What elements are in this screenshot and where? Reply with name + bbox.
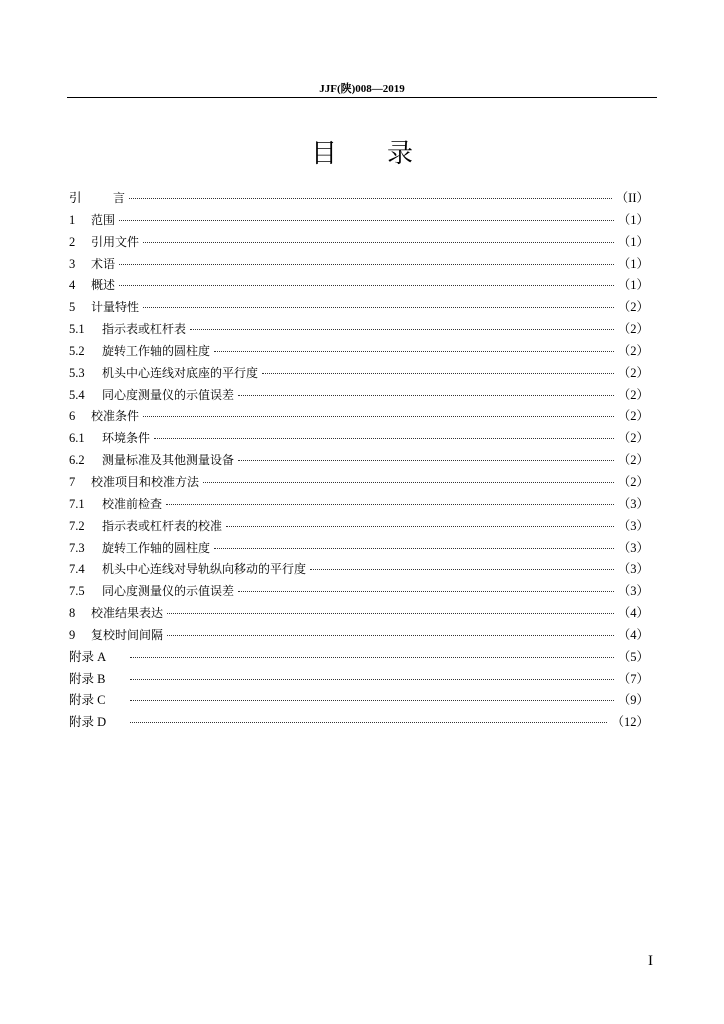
toc-entry[interactable] [69,559,649,581]
toc-entry[interactable] [69,406,649,428]
toc-entry-label: 测量标准及其他测量设备 [102,453,235,468]
toc-entry[interactable] [69,690,649,712]
toc-entry[interactable] [69,472,649,494]
toc-entry-page: （2） [617,474,649,489]
toc-dot-leader [214,351,614,352]
toc-dot-leader [143,307,614,308]
toc-dot-leader [226,526,614,527]
toc-entry-page: （12） [611,715,649,730]
toc-entry[interactable] [69,188,649,210]
toc-entry[interactable] [69,232,649,254]
toc-dot-leader [143,416,614,417]
toc-entry-page: （2） [617,322,649,337]
toc-entry-page: （3） [617,584,649,599]
toc-entry[interactable] [69,319,649,341]
toc-entry-number: 6 [69,409,76,424]
toc-entry[interactable] [69,275,649,297]
toc-entry-page: （2） [617,431,649,446]
toc-entry-label: 环境条件 [102,431,151,446]
toc-dot-leader [190,329,614,330]
toc-entry-number: 7 [69,474,76,489]
toc-dot-leader [167,635,614,636]
toc-entry[interactable] [69,516,649,538]
toc-entry-page: （2） [617,300,649,315]
toc-dot-leader [119,220,614,221]
toc-entry-label: 校准项目和校准方法 [91,474,200,489]
toc-entry-number: 附录 B [69,671,106,686]
toc-entry-number: 6.1 [69,431,85,446]
toc-dot-leader [130,679,614,680]
toc-dot-leader [203,482,614,483]
toc-entry-number: 8 [69,606,76,621]
toc-entry-page: （7） [617,671,649,686]
toc-entry-number: 3 [69,256,76,271]
toc-entry-number: 1 [69,212,76,227]
toc-dot-leader [154,438,614,439]
toc-entry-number: 引 [69,191,82,205]
toc-dot-leader [262,373,614,374]
toc-entry-number: 9 [69,627,76,642]
toc-entry-page: （II） [615,191,649,205]
toc-entry[interactable] [69,494,649,516]
toc-entry[interactable] [69,647,649,669]
toc-entry-number: 5 [69,300,76,315]
table-of-contents [69,188,649,734]
toc-entry[interactable] [69,254,649,276]
toc-entry-label: 校准条件 [91,409,140,424]
toc-entry-label: 计量特性 [91,300,140,315]
toc-dot-leader [119,285,614,286]
toc-entry-label: 校准结果表达 [91,606,164,621]
toc-dot-leader [238,460,614,461]
toc-entry-number: 7.2 [69,518,85,533]
toc-entry-label: 复校时间间隔 [91,627,164,642]
toc-dot-leader [310,569,614,570]
header-divider [67,97,657,98]
toc-entry-page: （2） [617,453,649,468]
toc-entry-number: 7.4 [69,562,85,577]
toc-entry-label: 概述 [91,278,116,293]
toc-entry[interactable] [69,669,649,691]
toc-entry-label: 机头中心连线对底座的平行度 [102,365,259,380]
toc-entry-page: （3） [617,540,649,555]
toc-entry-page: （3） [617,562,649,577]
toc-entry-number: 附录 C [69,693,106,708]
toc-entry-label: 引用文件 [91,234,140,249]
toc-entry-number: 7.5 [69,584,85,599]
toc-entry-label: 言 [113,191,126,205]
toc-entry-page: （1） [617,278,649,293]
toc-dot-leader [166,504,614,505]
toc-dot-leader [119,264,614,265]
toc-dot-leader [130,700,614,701]
toc-entry[interactable] [69,538,649,560]
toc-entry-page: （2） [617,365,649,380]
toc-dot-leader [238,591,614,592]
toc-entry-number: 5.2 [69,343,85,358]
toc-entry-page: （2） [617,343,649,358]
toc-entry[interactable] [69,450,649,472]
toc-entry-page: （1） [617,234,649,249]
page-number: I [648,953,653,969]
toc-entry[interactable] [69,603,649,625]
toc-entry-page: （1） [617,256,649,271]
toc-entry-page: （2） [617,387,649,402]
toc-entry-page: （4） [617,627,649,642]
toc-entry-label: 指示表或杠杆表的校准 [102,518,223,533]
toc-entry[interactable] [69,581,649,603]
toc-entry-page: （3） [617,518,649,533]
toc-entry-page: （5） [617,649,649,664]
toc-dot-leader [130,722,607,723]
toc-entry[interactable] [69,363,649,385]
toc-entry-number: 7.1 [69,496,85,511]
toc-entry-label: 同心度测量仪的示值误差 [102,387,235,402]
toc-dot-leader [130,657,614,658]
toc-entry[interactable] [69,712,649,734]
toc-entry-page: （3） [617,496,649,511]
toc-entry-number: 5.1 [69,322,85,337]
toc-dot-leader [143,242,614,243]
toc-entry-number: 6.2 [69,453,85,468]
toc-entry-page: （1） [617,212,649,227]
toc-entry-number: 附录 D [69,715,107,730]
toc-entry-page: （9） [617,693,649,708]
toc-entry-label: 同心度测量仪的示值误差 [102,584,235,599]
toc-entry-number: 2 [69,234,76,249]
toc-entry[interactable] [69,297,649,319]
toc-entry-number: 附录 A [69,649,107,664]
toc-entry-label: 指示表或杠杆表 [102,322,187,337]
page-title: 目录 [310,139,463,169]
toc-entry[interactable] [69,385,649,407]
toc-entry-label: 校准前检查 [102,496,163,511]
toc-entry-label: 机头中心连线对导轨纵向移动的平行度 [102,562,307,577]
toc-dot-leader [238,395,614,396]
toc-entry[interactable] [69,428,649,450]
toc-entry[interactable] [69,625,649,647]
toc-entry-number: 5.4 [69,387,85,402]
toc-entry-label: 旋转工作轴的圆柱度 [102,540,211,555]
toc-entry-label: 范围 [91,212,116,227]
toc-entry-label: 术语 [91,256,116,271]
toc-dot-leader [214,548,614,549]
toc-entry-page: （2） [617,409,649,424]
toc-dot-leader [129,198,612,199]
toc-entry-number: 7.3 [69,540,85,555]
toc-dot-leader [167,613,614,614]
document-code-header: JJF(陕)008—2019 [319,83,405,95]
toc-entry-number: 4 [69,278,76,293]
toc-entry[interactable] [69,210,649,232]
toc-entry-number: 5.3 [69,365,85,380]
toc-entry-page: （4） [617,606,649,621]
toc-entry[interactable] [69,341,649,363]
toc-entry-label: 旋转工作轴的圆柱度 [102,343,211,358]
